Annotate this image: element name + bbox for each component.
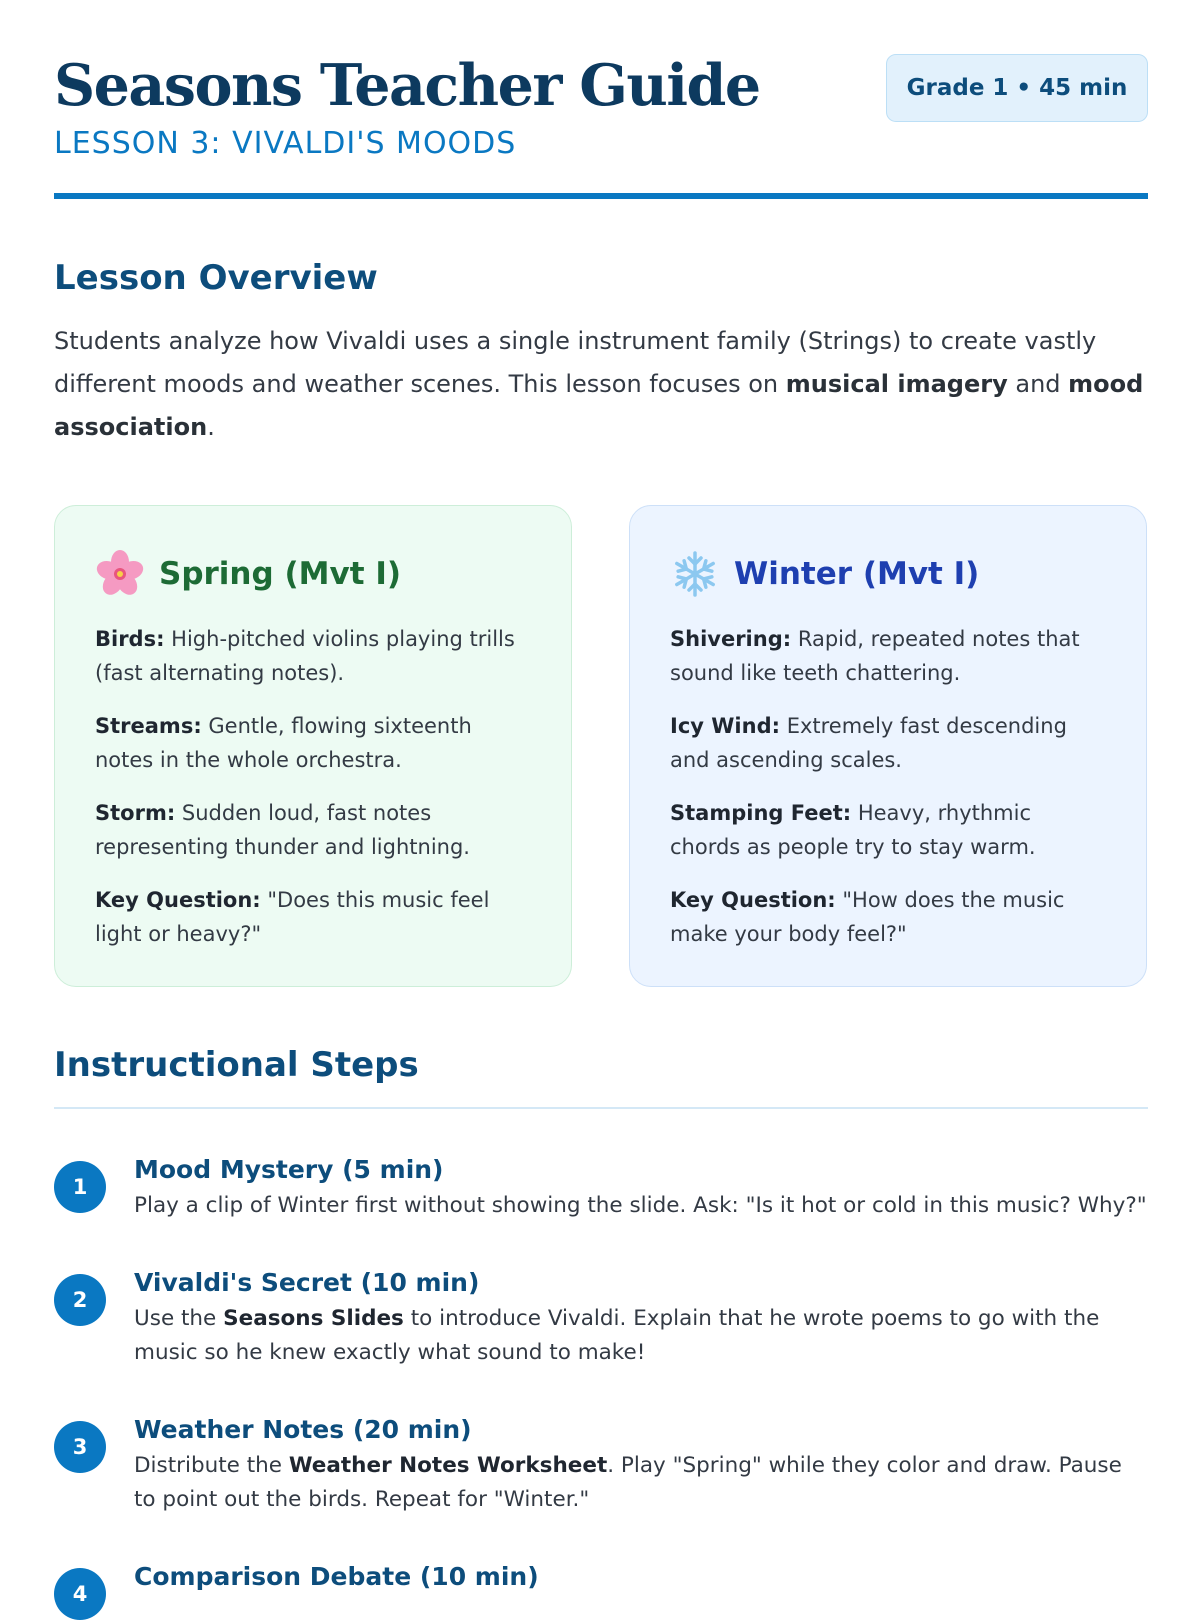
- item-label: Key Question:: [95, 888, 261, 912]
- steps-heading: Instructional Steps: [54, 1045, 419, 1085]
- step-description: [134, 1189, 1148, 1223]
- grade-duration-badge: Grade 1 • 45 min: [886, 54, 1148, 122]
- overview-text: Students analyze how Vivaldi uses a single instrument family (Strings) to create vastly different moods and weather scenes. This lesson focuses on: [54, 327, 1097, 398]
- winter-item-icy-wind: [670, 709, 1106, 777]
- step-number-badge: 3: [54, 1421, 106, 1473]
- step-number-badge: 1: [54, 1161, 106, 1213]
- spring-card: [54, 505, 572, 987]
- step-title: Vivaldi's Secret (10 min): [134, 1268, 480, 1297]
- snowflake-icon: [670, 549, 720, 599]
- item-text: Sudden loud, fast notes representing thunder and lightning.: [95, 801, 470, 859]
- step-title: Mood Mystery (5 min): [134, 1155, 444, 1184]
- page-header: [54, 0, 1148, 200]
- item-text: Gentle, flowing sixteenth notes in the whole orchestra.: [95, 714, 472, 772]
- item-text: Extremely fast descending and ascending scales.: [670, 714, 1067, 772]
- winter-item-stamping-feet: [670, 796, 1106, 864]
- overview-text: and: [1007, 370, 1069, 398]
- overview-heading: Lesson Overview: [54, 258, 378, 298]
- item-label: Key Question:: [670, 888, 836, 912]
- overview-emphasis: musical imagery: [785, 370, 1008, 398]
- lesson-subtitle: LESSON 3: VIVALDI'S MOODS: [54, 126, 517, 161]
- winter-item-shivering: [670, 622, 1106, 690]
- step-number-badge: 2: [54, 1274, 106, 1326]
- overview-text: .: [207, 413, 215, 441]
- step-text: Use the: [134, 1306, 224, 1331]
- spring-item-birds: [95, 622, 531, 690]
- step-text: Play a clip of Winter first without showing the slide. Ask: "Is it hot or cold in this music? Why?": [134, 1193, 1147, 1218]
- winter-card: [629, 505, 1147, 987]
- cherry-blossom-icon: [95, 549, 145, 599]
- step-description: [134, 1302, 1148, 1370]
- step-text: to introduce Vivaldi. Explain that he wrote poems to go with the music so he knew exactly what sound to make!: [134, 1306, 1100, 1365]
- teacher-guide-page: [54, 0, 1148, 1606]
- item-text: High-pitched violins playing trills (fast alternating notes).: [95, 627, 515, 685]
- item-text: Heavy, rhythmic chords as people try to stay warm.: [670, 801, 1036, 859]
- item-text: "Does this music feel light or heavy?": [95, 888, 490, 946]
- step-emphasis: Seasons Slides: [223, 1306, 404, 1331]
- winter-card-header: [670, 548, 1106, 600]
- step-number-badge: 4: [54, 1568, 106, 1620]
- step-body: [134, 1560, 1148, 1594]
- step-title: Comparison Debate (10 min): [134, 1562, 539, 1591]
- spring-card-title: Spring (Mvt I): [159, 556, 402, 592]
- overview-paragraph: [54, 320, 1148, 449]
- step-title: Weather Notes (20 min): [134, 1415, 472, 1444]
- item-label: Stamping Feet:: [670, 801, 852, 825]
- winter-card-title: Winter (Mvt I): [734, 556, 980, 592]
- item-label: Shivering:: [670, 627, 792, 651]
- step-text: . Play "Spring" while they color and draw. Pause to point out the birds. Repeat for "Winter.": [134, 1453, 1122, 1512]
- step-text: Distribute the: [134, 1453, 289, 1478]
- item-text: Rapid, repeated notes that sound like teeth chattering.: [670, 627, 1080, 685]
- winter-item-key-question: [670, 883, 1106, 951]
- spring-item-key-question: [95, 883, 531, 951]
- step-emphasis: Weather Notes Worksheet: [288, 1453, 608, 1478]
- spring-item-streams: [95, 709, 531, 777]
- header-divider: [54, 193, 1148, 199]
- step-description: [134, 1449, 1148, 1517]
- item-text: "How does the music make your body feel?": [670, 888, 1065, 946]
- step-body: [134, 1413, 1148, 1517]
- spring-item-storm: [95, 796, 531, 864]
- step-body: [134, 1153, 1148, 1223]
- step-body: [134, 1266, 1148, 1370]
- item-label: Icy Wind:: [670, 714, 781, 738]
- steps-divider: [54, 1107, 1148, 1109]
- spring-card-header: [95, 548, 531, 600]
- item-label: Birds:: [95, 627, 165, 651]
- item-label: Streams:: [95, 714, 202, 738]
- item-label: Storm:: [95, 801, 176, 825]
- overview-emphasis: mood association: [54, 370, 1144, 441]
- page-title: Seasons Teacher Guide: [54, 52, 760, 119]
